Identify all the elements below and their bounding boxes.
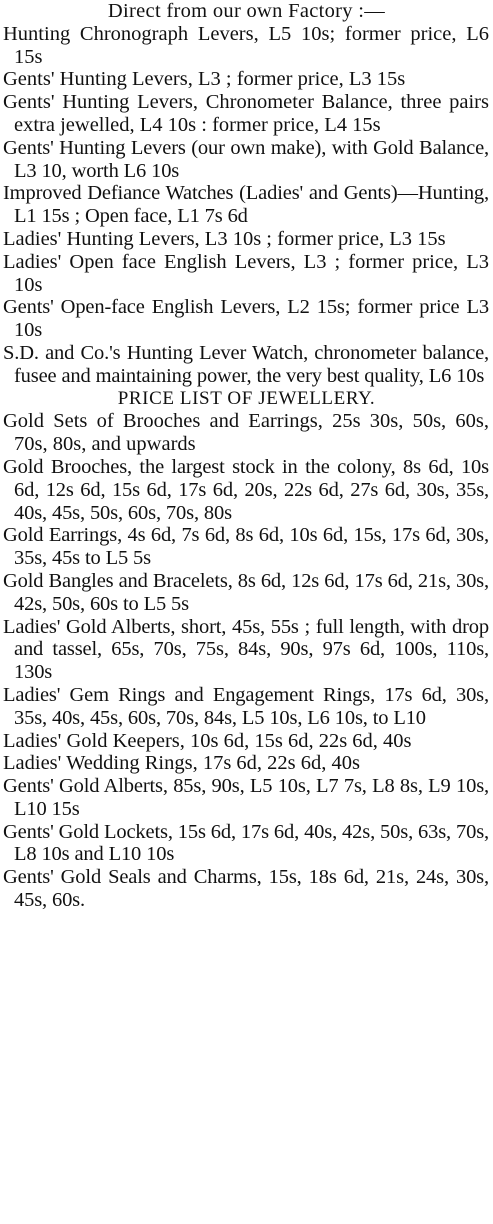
- watch-entry-gents-hunting-levers: Gents' Hunting Levers, L3 ; former price, L3 15s: [3, 68, 406, 91]
- jewellery-section-heading: PRICE LIST OF JEWELLERY.: [117, 387, 376, 409]
- watch-entry-gents-open-face: Gents' Open-face English Levers, L2 15s; former price L3 10s: [3, 296, 489, 342]
- watch-entry-gents-chronometer-balance: Gents' Hunting Levers, Chronometer Balance, three pairs extra jewelled, L4 10s : former price, L4 15s: [3, 91, 489, 136]
- jewellery-entry-bangles-bracelets: Gold Bangles and Bracelets, 8s 6d, 12s 6d, 17s 6d, 21s, 30s, 42s, 50s, 60s to L5 5s: [3, 569, 489, 615]
- jewellery-entry-gold-earrings: Gold Earrings, 4s 6d, 7s 6d, 8s 6d, 10s 6d, 15s, 17s 6d, 30s, 35s, 45s to L5 5s: [3, 524, 489, 570]
- jewellery-entry-ladies-gold-keepers: Ladies' Gold Keepers, 10s 6d, 15s 6d, 22s 6d, 40s: [3, 729, 412, 752]
- watch-entry-hunting-chronograph: Hunting Chronograph Levers, L5 10s; former price, L6 15s: [3, 22, 489, 68]
- jewellery-entry-gents-gold-alberts: Gents' Gold Alberts, 85s, 90s, L5 10s, L7 7s, L8 8s, L9 10s, L10 15s: [3, 775, 489, 820]
- watch-entry-ladies-hunting-levers: Ladies' Hunting Levers, L3 10s ; former price, L3 15s: [3, 227, 446, 250]
- jewellery-entry-gents-gold-lockets: Gents' Gold Lockets, 15s 6d, 17s 6d, 40s, 42s, 50s, 63s, 70s, L8 10s and L10 10s: [3, 820, 489, 866]
- jewellery-entry-gents-seals-charms: Gents' Gold Seals and Charms, 15s, 18s 6d, 21s, 24s, 30s, 45s, 60s.: [3, 866, 489, 912]
- jewellery-entry-gold-sets: Gold Sets of Brooches and Earrings, 25s 30s, 50s, 60s, 70s, 80s, and upwards: [3, 410, 489, 456]
- watch-entry-defiance-watches: Improved Defiance Watches (Ladies' and Gents)—Hunting, L1 15s ; Open face, L1 7s 6d: [3, 182, 489, 228]
- watch-entry-sd-hunting-lever: S.D. and Co.'s Hunting Lever Watch, chronometer balance, fusee and maintaining power, the very best quality, L6 10s: [3, 341, 489, 387]
- jewellery-entry-gold-brooches: Gold Brooches, the largest stock in the colony, 8s 6d, 10s 6d, 12s 6d, 15s 6d, 17s 6d, 20s, 22s 6d, 27s 6d, 30s, 35s, 40s, 45s, 50s, 60s, 70s, 80s: [3, 455, 489, 524]
- watch-entry-ladies-open-face: Ladies' Open face English Levers, L3 ; former price, L3 10s: [3, 250, 489, 296]
- watch-section-heading: Direct from our own Factory :—: [107, 0, 386, 22]
- jewellery-entry-gem-engagement-rings: Ladies' Gem Rings and Engagement Rings, 17s 6d, 30s, 35s, 40s, 45s, 60s, 70s, 84s, L5 10s, L6 10s, to L10: [3, 683, 489, 729]
- jewellery-entry-ladies-wedding-rings: Ladies' Wedding Rings, 17s 6d, 22s 6d, 40s: [3, 752, 360, 775]
- watch-entry-gents-own-make: Gents' Hunting Levers (our own make), with Gold Balance, L3 10, worth L6 10s: [3, 136, 489, 182]
- jewellery-entry-ladies-gold-alberts: Ladies' Gold Alberts, short, 45s, 55s ; full length, with drop and tassel, 65s, 70s, 75s, 84s, 90s, 97s 6d, 100s, 110s, 130s: [3, 615, 489, 684]
